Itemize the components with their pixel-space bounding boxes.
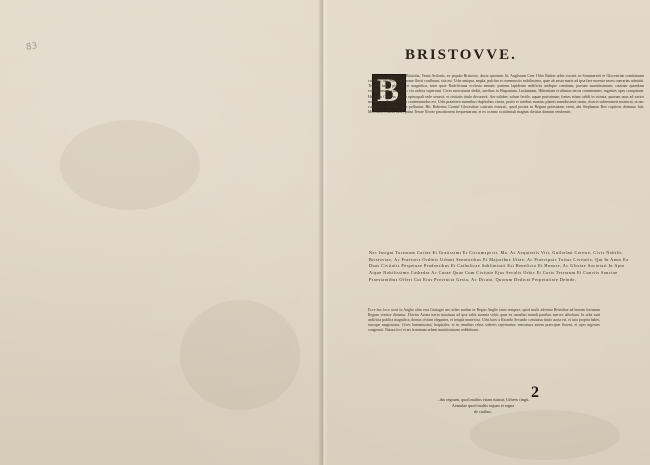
tail-line: ...diu regnum, quod multos etiam tutatur, Urbem cingit. <box>436 397 530 402</box>
center-fold <box>318 0 328 465</box>
page-title: BRISTOVVE. <box>405 47 517 63</box>
paper-stain <box>470 410 620 460</box>
paper-stain <box>180 300 300 410</box>
lower-text: Ecce hoc loco sicut in Anglia olim erat Cantagio nec urbes multae in Regno Anglie tanto tempore, quod multi adventu Bristoliae ad bonam fortunam Regum venisse dicuntur. Fluvius Avona naves maximas ad ipsa urbis moenia vehit, quae ex omnibus mundi partibus merces advehunt. In urbe sunt aedificia publica magnifica, domus civium elegantes, et templa numerosa. Urbs haec a Ricardo Secundo comitatus titulo aucta est, et iura propria habet, suosque magistratus. Cives humanissimi, hospitales, et in omnibus rebus solertes reperiuntur; mercatura autem praecipue florent, et opes ingentes congerunt. Natura loci et ars hominum urbem munitissimam reddiderunt. <box>368 308 600 333</box>
tail-line: Aemulae quod multis regum et regna <box>451 403 515 408</box>
initial-letter: B <box>377 73 400 109</box>
tail-line: de ciuibus. <box>473 409 493 414</box>
text-tail <box>372 397 594 415</box>
pencil-mark: 83 <box>25 41 39 53</box>
page-number: 2 <box>531 384 539 401</box>
dedication-text: Nec Insigni Turturum Curiae Et Gratissimi Et Circumspecti, Ma. Ac Aequitatis Viri, Guilielmi Carewe, Civis Nobilis Bristoviae, Ac Praetoris Ordinis Urbani Senatoribus Et Majoribus Uitae, Ac Praecipuis Totius Civitatis, Qui In Anno Ea Duas Civitatis Perpetuae Prudentibus Et Catholicae Sublimitati Est Beneficio Et Honore, Ac Gloriae Societati In Apto Atque Nobilissimo Cathedra Ac Curae Quae Cum Civitate Ejus Seculis Orbis Et Curis Terrarum Et Cunctis Sanctae Praestantibus Offert Cui Eius Provincia Gesta, Ac Dicata, Quorum Dedicat Perpetuitate Deinde. <box>369 250 629 282</box>
paper-stain <box>60 120 200 210</box>
body-text: Bristolia, Venta Avilonis, ex populo Bristowe, ducta quorsum fit, Anglorum Ceer Odor Badon urbis vocant, in Sommerseti et Glocestriae comitatuum confinio, ubi Avona et Frome fluvii confluunt, sita est. Urbs antiqua, ampla, pulchra et commerciis nobilissima, quae ab aestu maris ad ipsa fere moenia naves onerarias admittit. Templa habet plurima et magnifica, inter quae Radcliviana ecclesia eminet; pontem lapideum aedificiis undique consitum; portum munitissimum; castrum quondam validissimum, cuius nunc vix rudera supersunt. Cives mercaturae dediti, navibus in Hispaniam, Lusitaniam, Hiberniam et ultimas terras commeantes, ingentes opes conquirunt. Henricus Octavus urbem episcopali sede ornavit, et civitatis titulo decoravit. Aer saluber, solum fertile, aquae purissimae; fontes etiam calidi in vicinia, quorum usus ad varios morbos profligandos non contemnendus est. Urbs praeterea moenibus duplicibus cincta, portis et turribus munita, plateis mundissimis strata, cloacis subterraneis instructa, ut nec coeno nec sordibus urbs polluatur. Hic Robertus Consul Glocestriae castrum extruxit, quod postea in Regum potestatem venit, ubi Stephanus Rex captivus detentus fuit. Mercatores huius urbis primi Terrae Novae piscationem frequentarunt, et ex oceano occidentali magnas divitias domum retulerunt. <box>368 74 644 115</box>
